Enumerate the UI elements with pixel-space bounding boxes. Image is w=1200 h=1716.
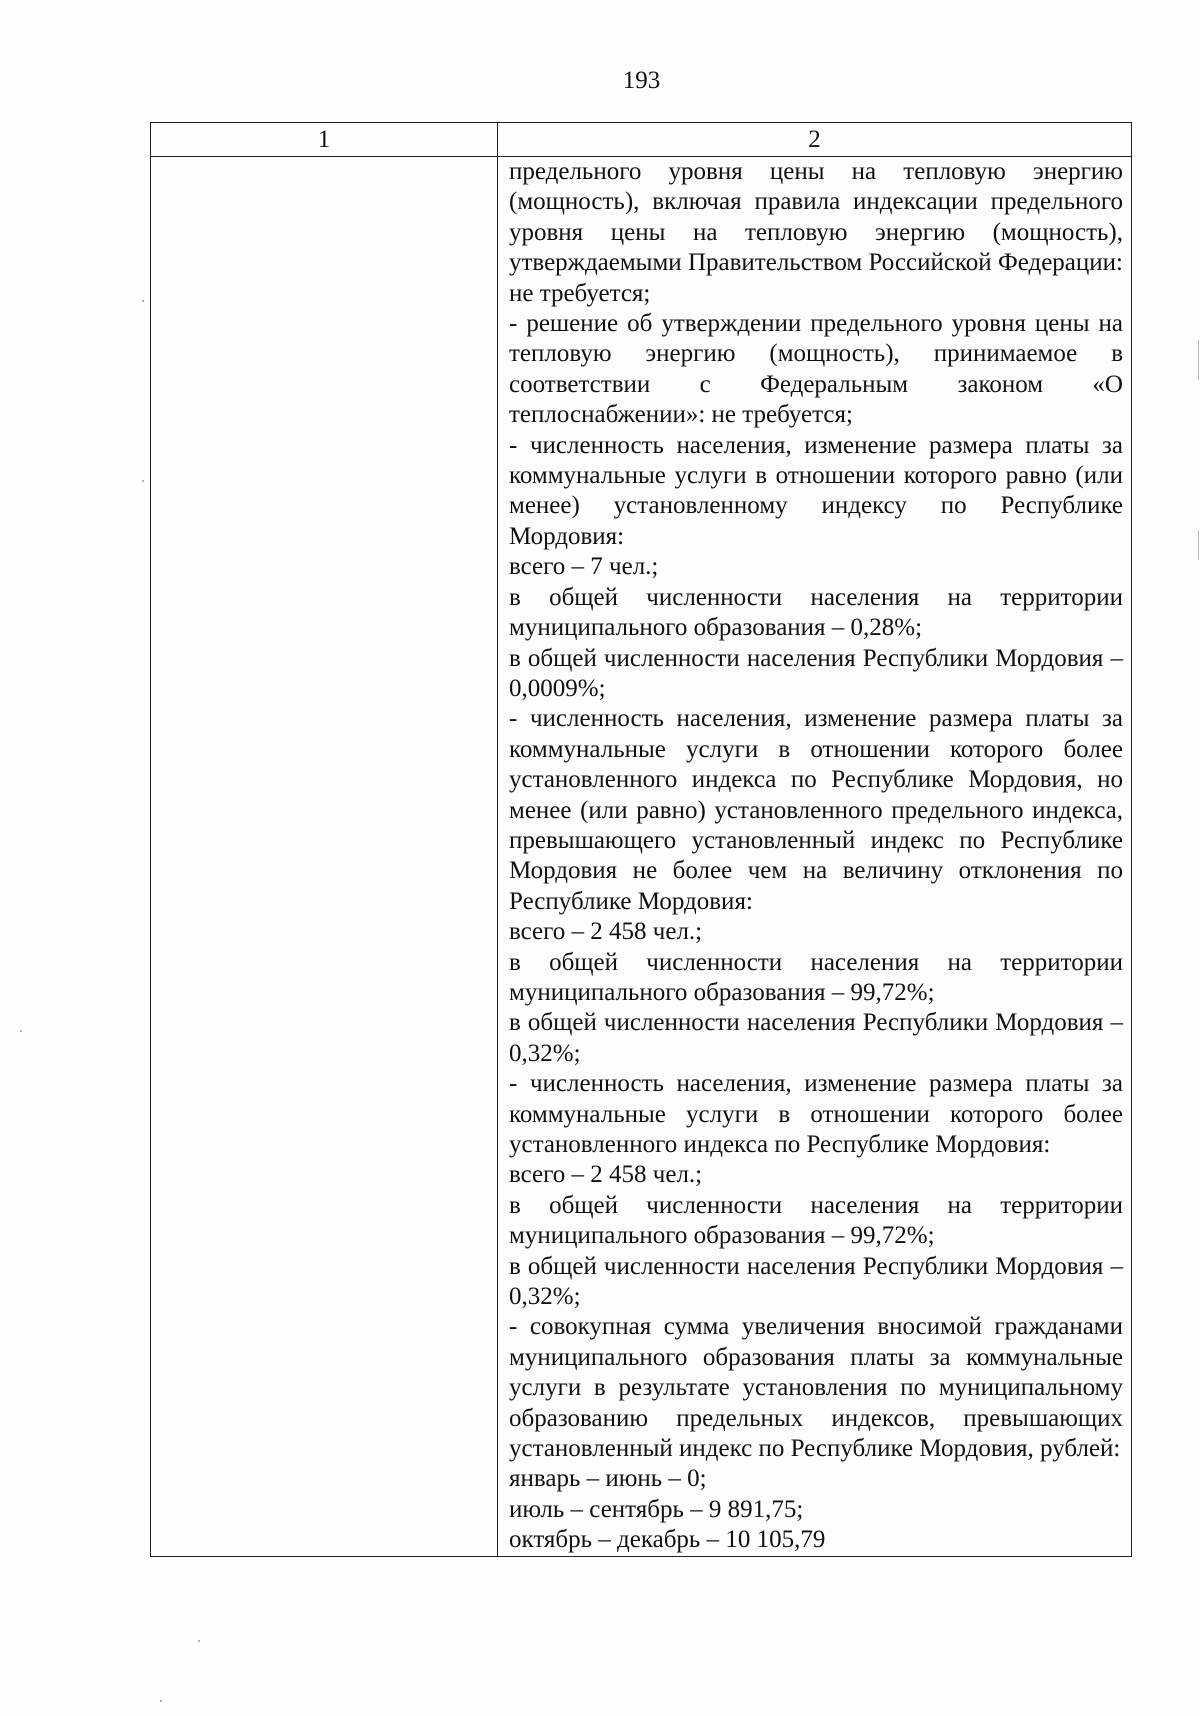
- paragraph-period-oct-dec: октябрь – декабрь – 10 105,79: [509, 1526, 826, 1554]
- paragraph-period-jan-jun: январь – июнь – 0;: [509, 1465, 707, 1493]
- paragraph-price-ceiling-decision: - решение об утверждении предельного уровня цены на тепловую энергию (мощность), принимаемое в соответствии с Федеральным законом «О теплоснабжении»: не требуется;: [509, 310, 1123, 429]
- table-header-row: [151, 123, 1132, 157]
- scan-speck: [142, 300, 144, 302]
- scan-edge-mark: [1198, 530, 1199, 560]
- empty-cell-column-1: [151, 157, 498, 1557]
- scan-edge-mark: [1198, 340, 1199, 380]
- scan-speck: [160, 1700, 162, 1702]
- paragraph-republic-share-1: в общей численности населения Республики Мордовия – 0,0009%;: [509, 644, 1123, 702]
- paragraph-municipal-share-3: в общей численности населения на территории муниципального образования – 99,72%;: [509, 1191, 1123, 1250]
- paragraph-total-increase-sum: - совокупная сумма увеличения вносимой гражданами муниципального образования платы за коммунальные услуги в результате установления по муниципальному образованию предельных индексов, превышающих установленный индекс по Республике Мордовия, рублей:: [509, 1313, 1123, 1463]
- scan-speck: [198, 1640, 200, 1642]
- scan-speck: [142, 480, 144, 482]
- column-header-1: 1: [151, 123, 498, 157]
- paragraph-period-jul-sep: июль – сентябрь – 9 891,75;: [509, 1495, 804, 1523]
- paragraph-population-equal-index: - численность населения, изменение размера платы за коммунальные услуги в отношении которого равно (или менее) установленному индексу по Республике Мордовия:: [509, 431, 1123, 550]
- paragraph-republic-share-2: в общей численности населения Республики Мордовия – 0,32%;: [509, 1009, 1123, 1067]
- paragraph-total-3: всего – 2 458 чел.;: [509, 1161, 703, 1189]
- paragraph-population-within-ceiling: - численность населения, изменение размера платы за коммунальные услуги в отношении которого более установленного индекса по Республике Мордовия, но менее (или равно) установленного предельного индекса, превышающего установленный индекс по Республике Мордовия не более чем на величину отклонения по Республике Мордовия:: [509, 705, 1123, 915]
- table-row: [151, 157, 1132, 1557]
- scan-speck: [20, 1030, 22, 1032]
- paragraph-municipal-share-1: в общей численности населения на территории муниципального образования – 0,28%;: [509, 583, 1123, 642]
- paragraph-population-above-index: - численность населения, изменение размера платы за коммунальные услуги в отношении которого более установленного индекса по Республике Мордовия:: [509, 1070, 1123, 1158]
- paragraph-total-1: всего – 7 чел.;: [509, 553, 659, 581]
- paragraph-municipal-share-2: в общей численности населения на территории муниципального образования – 99,72%;: [509, 948, 1123, 1006]
- column-header-2: 2: [498, 123, 1132, 157]
- content-cell-column-2: [498, 157, 1132, 1557]
- document-table: [150, 122, 1132, 1557]
- paragraph-republic-share-3: в общей численности населения Республики Мордовия – 0,32%;: [509, 1252, 1123, 1311]
- paragraph-total-2: всего – 2 458 чел.;: [509, 918, 703, 946]
- paragraph-price-ceiling-rules: предельного уровня цены на тепловую энергию (мощность), включая правила индексации предельного уровня цены на тепловую энергию (мощность), утверждаемыми Правительством Российской Федерации: не требуется;: [509, 158, 1123, 307]
- page-number: 193: [622, 67, 661, 94]
